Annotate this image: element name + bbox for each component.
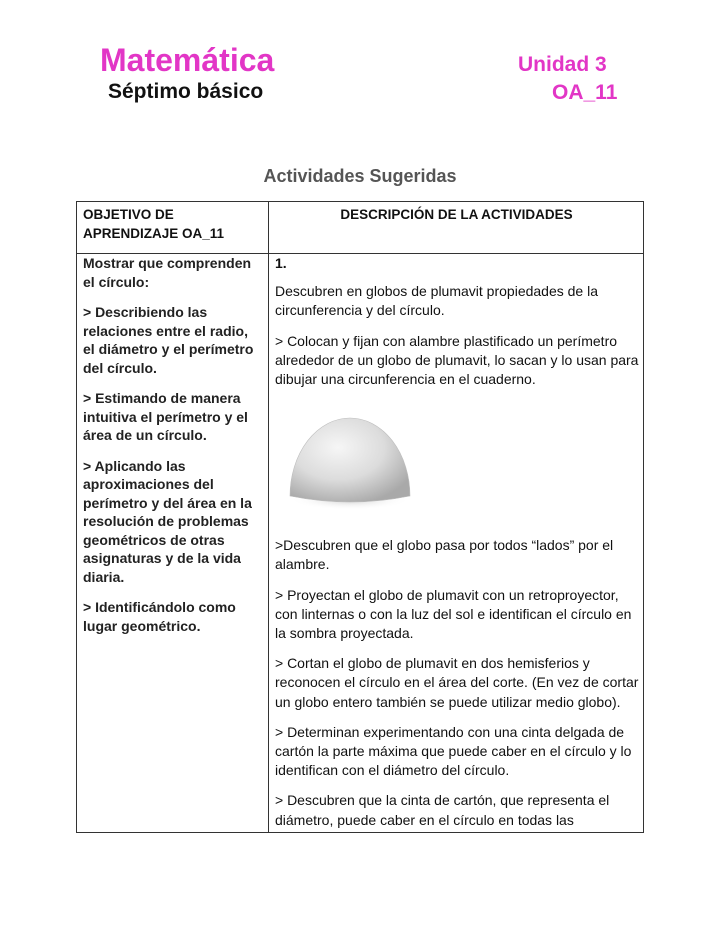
- hemisphere-illustration: [285, 396, 415, 521]
- activity-number: 1.: [275, 255, 287, 271]
- column-divider: [268, 202, 269, 832]
- page-title: Matemática: [100, 42, 275, 78]
- objective-paragraph: > Estimando de manera intuitiva el perímetro y el área de un círculo.: [83, 390, 248, 443]
- oa-label: OA_11: [552, 81, 618, 104]
- activity-paragraph: > Colocan y fijan con alambre plastificado un perímetro alrededor de un globo de plumavit, lo sacan y lo usan para dibujar una circunferencia en el cuaderno.: [275, 332, 639, 388]
- description-cell: [275, 254, 641, 833]
- description-column-header: DESCRIPCIÓN DE LA ACTIVIDADES: [340, 207, 573, 222]
- activity-paragraph: >Descubren que el globo pasa por todos “lados” por el alambre.: [275, 537, 614, 573]
- unit-label: Unidad 3: [518, 53, 607, 76]
- objective-paragraph: > Describiendo las relaciones entre el radio, el diámetro y el perímetro del círculo.: [83, 304, 254, 376]
- activity-paragraph: > Determinan experimentando con una cinta delgada de cartón la parte máxima que puede caber en el círculo y lo identifican con el diámetro del círculo.: [275, 723, 632, 779]
- activity-paragraph: Descubren en globos de plumavit propiedades de la circunferencia y del círculo.: [275, 283, 598, 319]
- activities-table: [76, 201, 644, 833]
- activity-paragraph: > Descubren que la cinta de cartón, que representa el diámetro, puede caber en el círculo en todas las: [275, 792, 610, 828]
- page-subtitle: Séptimo básico: [108, 80, 264, 103]
- objective-paragraph: Mostrar que comprenden el círculo:: [83, 255, 252, 290]
- objective-column-header: OBJETIVO DE APRENDIZAJE OA_11: [83, 207, 225, 241]
- activity-paragraph: > Cortan el globo de plumavit en dos hemisferios y reconocen el círculo en el área del corte. (En vez de cortar un globo entero también se puede utilizar medio globo).: [275, 655, 639, 710]
- hemisphere-image: [275, 396, 641, 528]
- objective-cell: [83, 254, 261, 647]
- objective-paragraph: > Aplicando las aproximaciones del perímetro y del área en la resolución de problemas geométricos de otras asignaturas y de la vida diaria.: [83, 457, 252, 585]
- section-title: Actividades Sugeridas: [263, 166, 457, 186]
- objective-paragraph: > Identificándolo como lugar geométrico.: [83, 599, 236, 634]
- activity-paragraph: > Proyectan el globo de plumavit con un retroproyector, con linternas o con la luz del sol e identifican el círculo en la sombra proyectada.: [275, 586, 632, 642]
